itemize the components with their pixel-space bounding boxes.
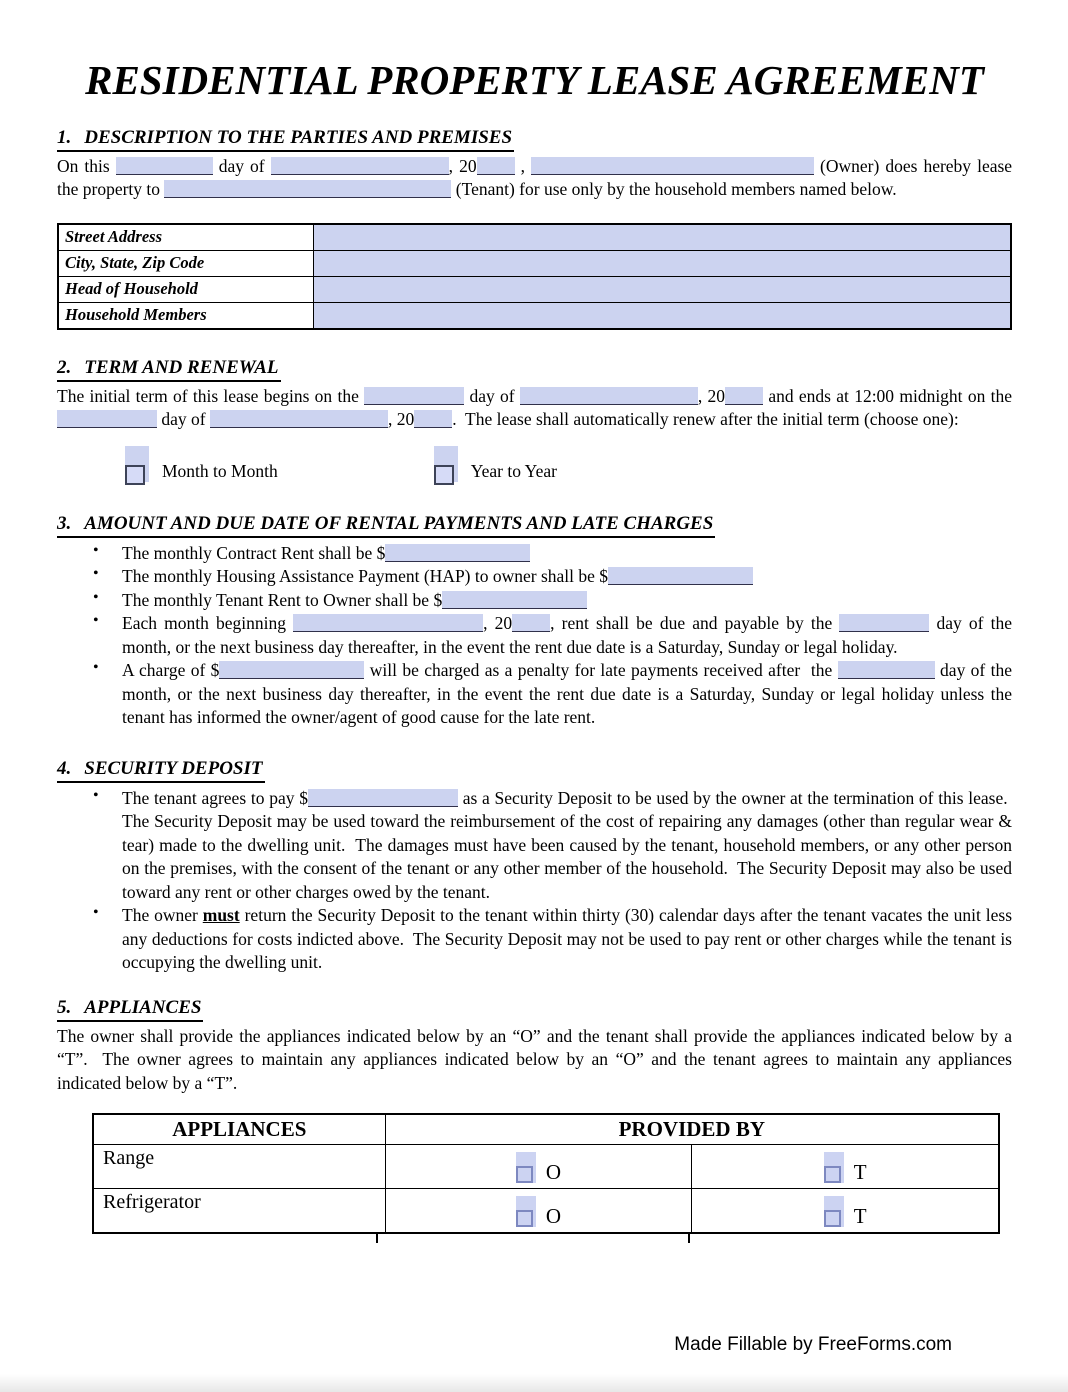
appliance-name-refrigerator: Refrigerator — [93, 1189, 385, 1234]
year-to-year-label: Year to Year — [470, 460, 557, 481]
checkbox-icon — [434, 465, 454, 485]
section-3-title: AMOUNT AND DUE DATE OF RENTAL PAYMENTS AND LATE CHARGES — [84, 512, 714, 534]
text-run: and ends at 12:00 midnight on the — [768, 385, 1013, 406]
section-1-title: DESCRIPTION TO THE PARTIES AND PREMISES — [84, 126, 513, 148]
contract-rent-field[interactable] — [385, 544, 530, 562]
term-begin-month-field[interactable] — [520, 387, 698, 405]
table-row — [58, 302, 1011, 329]
bullet-icon — [90, 542, 122, 566]
bullet-icon — [90, 565, 122, 589]
month-to-month-checkbox[interactable] — [125, 446, 149, 482]
table-row — [58, 250, 1011, 276]
city-state-zip-label: City, State, Zip Code — [58, 250, 314, 276]
bullet-icon — [90, 659, 122, 730]
owner-mark-label: O — [545, 1160, 562, 1185]
term-end-year-field[interactable] — [414, 410, 452, 428]
premises-table — [57, 223, 1012, 330]
section-2-heading — [57, 357, 1012, 382]
bullet-icon — [90, 589, 122, 613]
tenant-rent-field[interactable] — [442, 591, 587, 609]
list-item — [90, 659, 1012, 730]
page-bottom-shadow — [0, 1374, 1068, 1392]
text-run: , 20 — [448, 155, 477, 176]
term-begin-day-field[interactable] — [364, 387, 464, 405]
text-run: . The lease shall automatically renew after the initial term (choose one): — [452, 409, 959, 430]
tenant-name-field[interactable] — [164, 180, 451, 198]
range-owner-checkbox[interactable] — [516, 1152, 536, 1183]
text-run: , — [520, 155, 525, 176]
late-after-day-field[interactable] — [838, 661, 935, 679]
rent-due-day-field[interactable] — [839, 614, 929, 632]
section-5-title: APPLIANCES — [84, 996, 202, 1018]
refrigerator-owner-inner — [386, 1194, 692, 1227]
bullet-text — [122, 787, 1012, 905]
section-4-heading — [57, 758, 1012, 783]
refrigerator-tenant-cell — [692, 1189, 999, 1234]
term-end-month-field[interactable] — [210, 410, 388, 428]
text-run: Each month beginning — [122, 613, 286, 634]
section-2-number: 2. — [57, 356, 72, 378]
list-item — [90, 787, 1012, 905]
text-run: day of the month, or the next business day thereafter, in the event the rent due date is a Saturday, Sunday or legal holiday unless the tenant has informed the owner/agent of good cause for the late rent. — [122, 660, 1013, 728]
lease-day-field[interactable] — [116, 157, 213, 175]
bullet-text — [122, 589, 1012, 613]
appliances-table — [92, 1113, 1000, 1234]
bullet-text — [122, 904, 1012, 975]
section-1-paragraph — [57, 155, 1012, 202]
household-members-label: Household Members — [58, 302, 314, 329]
must-emphasis: must — [202, 905, 240, 926]
month-to-month-label: Month to Month — [162, 460, 278, 481]
appliances-table-wrap — [92, 1113, 1000, 1234]
section-1-heading-text — [57, 127, 514, 152]
month-to-month-option[interactable] — [125, 442, 278, 482]
section-3-number: 3. — [57, 512, 72, 534]
section-5-heading-text — [57, 997, 203, 1022]
section-5-number: 5. — [57, 996, 72, 1018]
table-continuation-stub — [688, 1234, 690, 1243]
late-charge-field[interactable] — [219, 661, 364, 679]
text-run: The monthly Housing Assistance Payment (HAP) to owner shall be $ — [122, 566, 609, 587]
section-4-number: 4. — [57, 757, 72, 779]
refrigerator-owner-cell — [385, 1189, 692, 1234]
range-owner-cell — [385, 1145, 692, 1189]
refrigerator-tenant-inner — [692, 1194, 998, 1227]
bullet-icon — [90, 612, 122, 659]
term-end-day-field[interactable] — [57, 410, 157, 428]
section-4-title: SECURITY DEPOSIT — [84, 757, 263, 779]
bullet-icon — [90, 787, 122, 905]
text-run: The owner — [122, 905, 198, 926]
street-address-field[interactable] — [314, 224, 1012, 251]
checkbox-icon — [516, 1166, 533, 1183]
range-tenant-cell — [692, 1145, 999, 1189]
security-deposit-field[interactable] — [308, 789, 458, 807]
checkbox-icon — [125, 465, 145, 485]
section-4-heading-text — [57, 758, 265, 783]
refrigerator-owner-checkbox[interactable] — [516, 1196, 536, 1227]
bullet-text — [122, 659, 1012, 730]
table-row — [58, 276, 1011, 302]
text-run: day of — [469, 385, 515, 406]
section-1-heading — [57, 127, 1012, 152]
section-1-number: 1. — [57, 126, 72, 148]
table-row — [93, 1189, 999, 1234]
year-to-year-option[interactable] — [434, 442, 557, 482]
section-5-paragraph: The owner shall provide the appliances indicated below by an “O” and the tenant shall provide the appliances indicated below by a “T”. The owner agrees to maintain any appliances indicated below by an “O” and the tenant agrees to maintain any appliances indicated below by a “T”. — [57, 1025, 1012, 1093]
appliance-name-range: Range — [93, 1145, 385, 1189]
household-members-field[interactable] — [314, 302, 1012, 329]
renewal-options — [125, 442, 1012, 482]
text-run: day of the month, or the next business day thereafter, in the event the rent due date is a Saturday, Sunday or legal holiday. — [122, 613, 1012, 657]
section-3-bullets — [90, 542, 1012, 730]
footer-credit: Made Fillable by FreeForms.com — [674, 1334, 952, 1355]
list-item — [90, 904, 1012, 975]
section-2-title: TERM AND RENEWAL — [84, 356, 279, 378]
section-2-paragraph — [57, 385, 1012, 432]
list-item — [90, 612, 1012, 659]
table-row — [58, 224, 1011, 251]
text-run: The monthly Tenant Rent to Owner shall be $ — [122, 589, 443, 610]
text-run: , 20 — [697, 385, 726, 406]
list-item — [90, 589, 1012, 613]
text-run: The monthly Contract Rent shall be $ — [122, 542, 386, 563]
owner-mark-label: O — [545, 1204, 562, 1229]
checkbox-icon — [516, 1210, 533, 1227]
rent-begin-year-field[interactable] — [512, 614, 550, 632]
page-title: RESIDENTIAL PROPERTY LEASE AGREEMENT — [85, 57, 984, 103]
hap-payment-field[interactable] — [608, 567, 753, 585]
range-tenant-checkbox[interactable] — [824, 1152, 844, 1183]
provided-by-header: PROVIDED BY — [385, 1114, 999, 1145]
owner-name-field[interactable] — [531, 157, 814, 175]
head-of-household-label: Head of Household — [58, 276, 314, 302]
text-run: (Tenant) for use only by the household members named below. — [455, 179, 897, 200]
rent-begin-month-field[interactable] — [293, 614, 483, 632]
year-to-year-checkbox[interactable] — [434, 446, 458, 482]
text-run: The tenant agrees to pay $ — [122, 787, 308, 808]
head-of-household-field[interactable] — [314, 276, 1012, 302]
list-item — [90, 542, 1012, 566]
tenant-mark-label: T — [853, 1160, 867, 1185]
appliances-header: APPLIANCES — [93, 1114, 385, 1145]
text-run: A charge of $ — [122, 660, 220, 681]
text-run: (Owner) does hereby lease the property to — [57, 155, 1013, 200]
lease-month-field[interactable] — [271, 157, 449, 175]
city-state-zip-field[interactable] — [314, 250, 1012, 276]
term-begin-year-field[interactable] — [725, 387, 763, 405]
refrigerator-tenant-checkbox[interactable] — [824, 1196, 844, 1227]
bullet-text — [122, 565, 1012, 589]
text-run: , 20 — [387, 409, 415, 430]
bullet-icon — [90, 904, 122, 975]
section-3-heading-text — [57, 513, 715, 538]
list-item — [90, 565, 1012, 589]
section-2-heading-text — [57, 357, 281, 382]
lease-year-field[interactable] — [477, 157, 515, 175]
street-address-label: Street Address — [58, 224, 314, 251]
range-tenant-inner — [692, 1150, 998, 1183]
text-run: On this — [57, 155, 110, 176]
text-run: as a Security Deposit to be used by the owner at the termination of this lease. The Security Deposit may be used toward the reimbursement of the cost of repairing any damages (other than regular wear & tear) made to the dwelling unit. The damages must have been caused by the tenant, household members, or any other person on the premises, with the consent of the tenant or any other member of the household. The Security Deposit may also be used toward any rent or other charges owed by the tenant. — [122, 787, 1012, 902]
bullet-text — [122, 612, 1012, 659]
table-continuation-stub — [376, 1234, 378, 1243]
text-run: The initial term of this lease begins on the — [57, 385, 359, 406]
range-owner-inner — [386, 1150, 692, 1183]
table-header-row — [93, 1114, 999, 1145]
tenant-mark-label: T — [853, 1204, 867, 1229]
table-row — [93, 1145, 999, 1189]
text-run: day of — [161, 409, 206, 430]
text-run: return the Security Deposit to the tenant within thirty (30) calendar days after the tenant vacates the unit less any deductions for costs indicted above. The Security Deposit may not be used to pay rent or other charges while the tenant is occupying the dwelling unit. — [122, 905, 1013, 973]
section-5-heading — [57, 997, 1012, 1022]
checkbox-icon — [824, 1210, 841, 1227]
bullet-text — [122, 542, 1012, 566]
section-4-bullets — [90, 787, 1012, 975]
section-3-heading — [57, 513, 1012, 538]
text-run: , rent shall be due and payable by the — [550, 613, 833, 634]
checkbox-icon — [824, 1166, 841, 1183]
text-run: , 20 — [483, 613, 513, 634]
text-run: will be charged as a penalty for late payments received after the — [369, 660, 833, 681]
text-run: day of — [218, 155, 265, 176]
